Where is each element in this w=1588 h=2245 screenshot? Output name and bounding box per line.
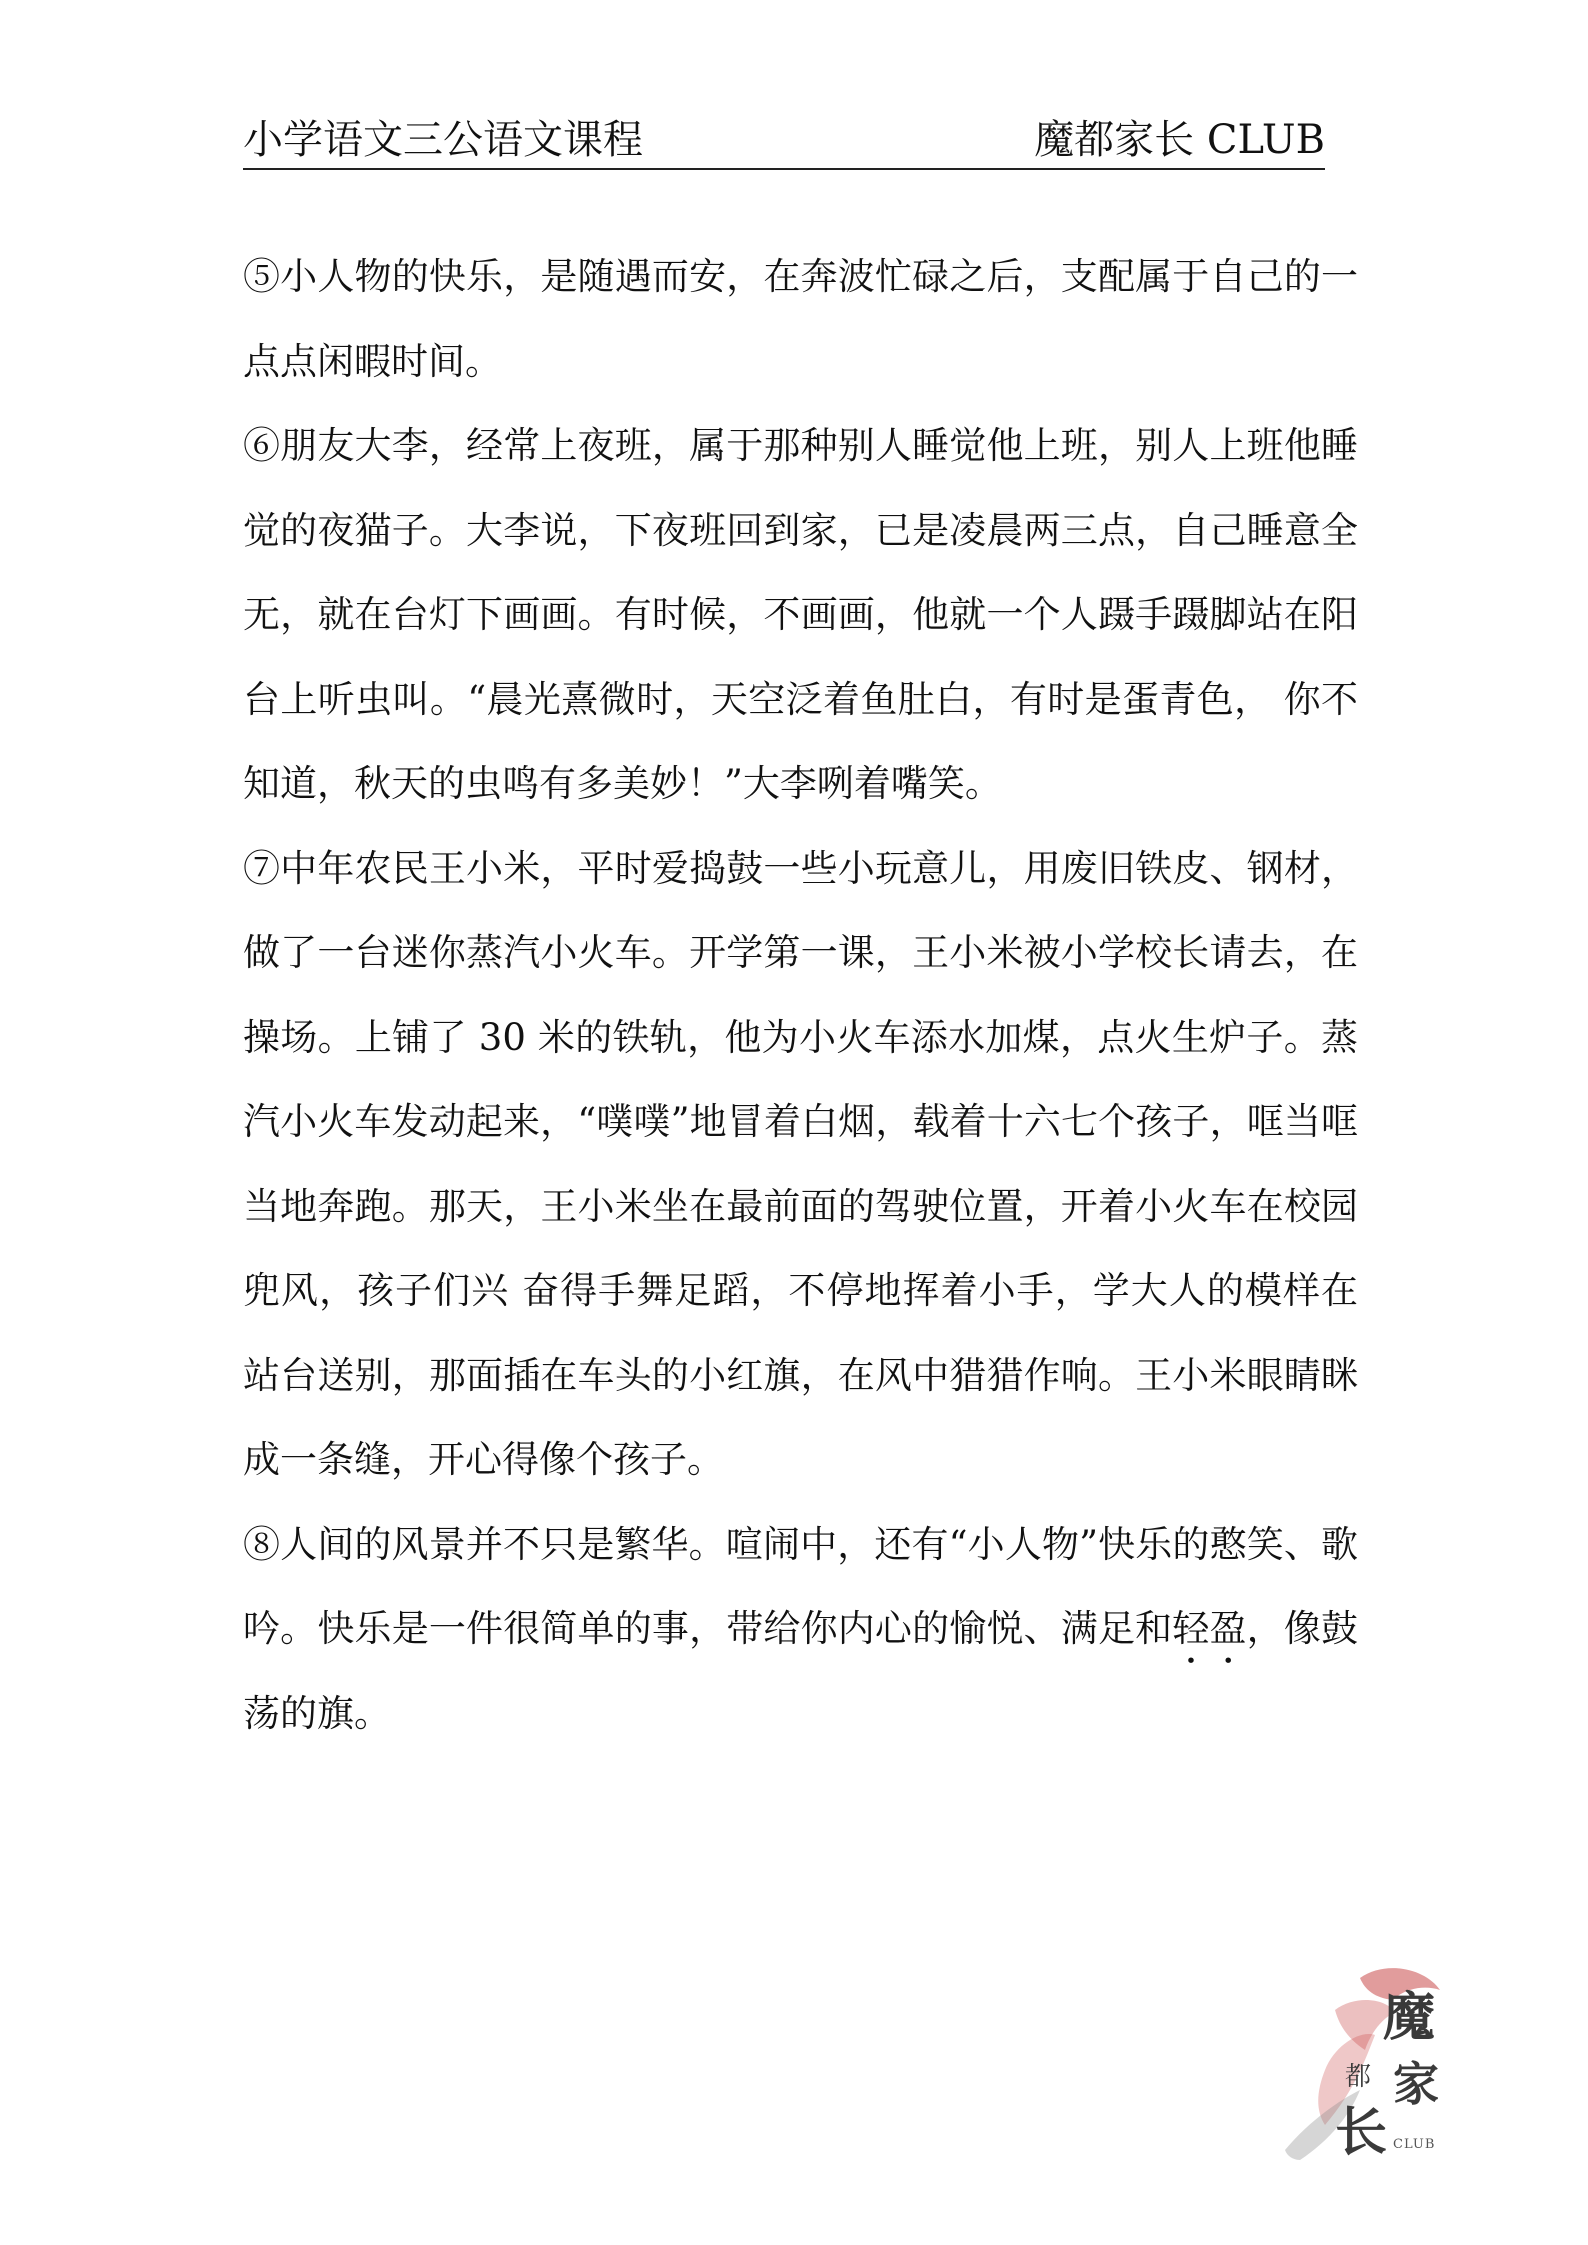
brand-logo-mark	[1265, 1950, 1465, 2180]
logo-char-du: 都	[1345, 2062, 1372, 2092]
paragraph-6: ⑥朋友大李，经常上夜班，属于那种别人睡觉他上班，别人上班他睡觉的夜猫子。大李说，下夜班回到家，已是凌晨两三点，自己睡意全无，就在台灯下画画。有时候，不画画，他就一个人蹑手蹑脚站在阳台上听虫叫。“晨光熹微时，天空泛着鱼肚白，有时是蛋青色， 你不知道，秋天的虫鸣有多美妙！”大李咧着嘴笑。	[243, 424, 1358, 805]
paragraph-8	[243, 1503, 1358, 1757]
logo-club-text: CLUB	[1393, 2137, 1436, 2152]
paragraph-8-text-after: ，像鼓荡的旗。	[243, 1607, 1359, 1735]
logo-char-mo: 魔	[1383, 1987, 1436, 2048]
page-header	[243, 112, 1325, 170]
emphasized-word: 轻盈	[1172, 1607, 1247, 1650]
header-brand-title: 魔都家长 CLUB	[1034, 117, 1325, 163]
logo-char-zhang: 长	[1335, 2102, 1388, 2163]
paragraph-8-text-before: ⑧人间的风景并不只是繁华。喧闹中，还有“小人物”快乐的憨笑、歌吟。快乐是一件很简单的事，带给你内心的愉悦、满足和	[243, 1522, 1358, 1650]
paragraph-7: ⑦中年农民王小米，平时爱捣鼓一些小玩意儿，用废旧铁皮、钢材，做了一台迷你蒸汽小火车。开学第一课，王小米被小学校长请去，在操场。上铺了 30 米的铁轨，他为小火车添水加煤，点火生炉子。蒸汽小火车发动起来，“噗噗”地冒着白烟，载着十六七个孩子，哐当哐当地奔跑。那天，王小米坐在最前面的驾驶位置，开着小火车在校园兜风，孩子们兴 奋得手舞足蹈，不停地挥着小手，学大人的模样在站台送别，那面插在车头的小红旗，在风中猎猎作响。王小米眼睛眯成一条缝，开心得像个孩子。	[243, 846, 1358, 1481]
paragraph-5: ⑤小人物的快乐，是随遇而安，在奔波忙碌之后，支配属于自己的一点点闲暇时间。	[243, 255, 1358, 383]
header-course-title: 小学语文三公语文课程	[243, 117, 643, 163]
logo-char-jia: 家	[1393, 2057, 1439, 2111]
brand-logo	[1265, 1950, 1465, 2180]
article-body	[243, 235, 1358, 1757]
